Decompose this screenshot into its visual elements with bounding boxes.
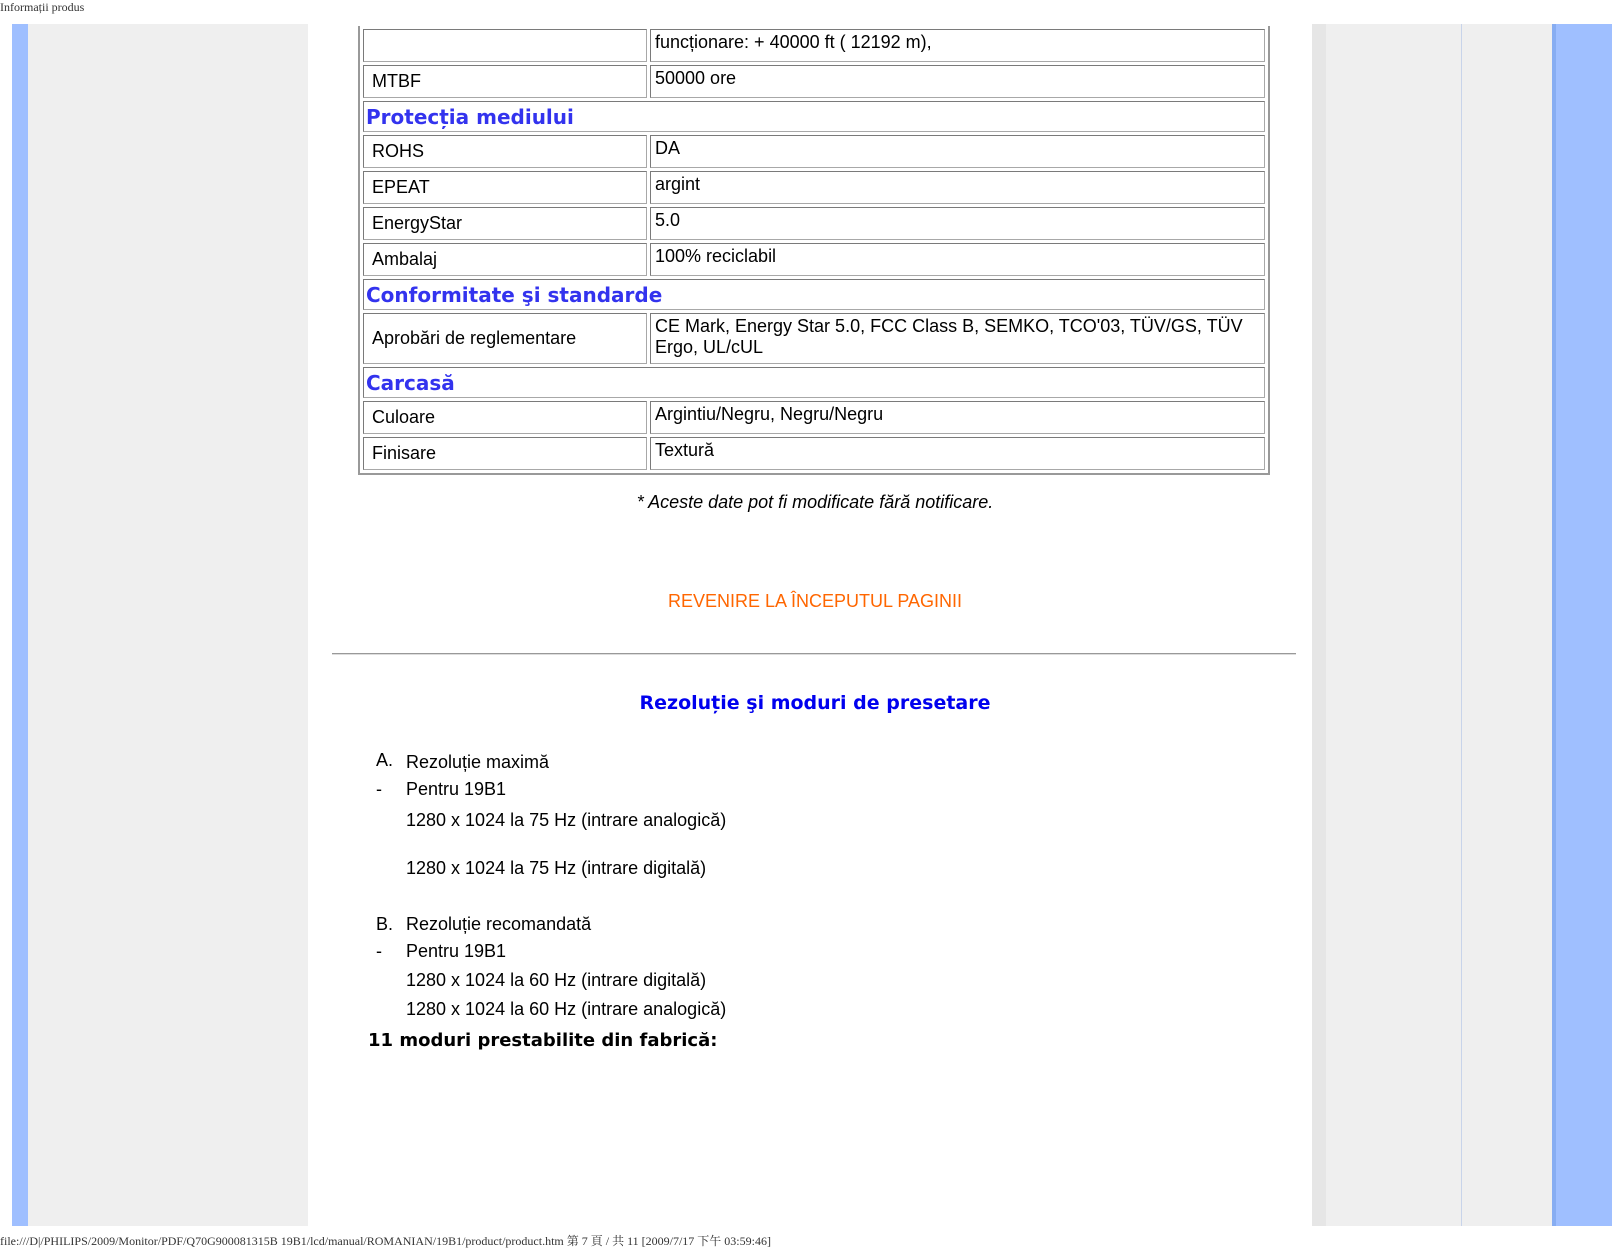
horizontal-divider <box>332 653 1296 655</box>
recommended-resolution-analog: 1280 x 1024 la 60 Hz (intrare analogică) <box>406 999 727 1019</box>
spec-label: Culoare <box>363 401 647 434</box>
spec-value: DA <box>650 135 1265 168</box>
print-header-title: Informații produs <box>0 0 85 14</box>
recommended-resolution-digital: 1280 x 1024 la 60 Hz (intrare digitală) <box>406 970 707 990</box>
section-row-compliance <box>363 279 1265 310</box>
spec-table <box>358 26 1270 475</box>
recommended-resolution-title: Rezoluție recomandată <box>406 914 592 934</box>
right-decorative-strip <box>1552 24 1612 1226</box>
spec-value: argint <box>650 171 1265 204</box>
right-panel-divider <box>1461 24 1462 1226</box>
spec-label <box>363 29 647 62</box>
table-row-epeat <box>363 171 1265 204</box>
right-panel-shade <box>1312 24 1326 1226</box>
table-row-approvals <box>363 313 1265 364</box>
section-title-cabinet: Carcasă <box>363 367 1265 398</box>
max-resolution-model: Pentru 19B1 <box>406 779 507 799</box>
spec-label: Finisare <box>363 437 647 470</box>
list-dash: - <box>376 779 382 799</box>
spec-value: Textură <box>650 437 1265 470</box>
factory-modes-heading: 11 moduri prestabilite din fabrică: <box>368 1030 718 1051</box>
list-marker-a: A. <box>376 750 394 770</box>
spec-value: CE Mark, Energy Star 5.0, FCC Class B, SEMKO, TCO'03, TÜV/GS, TÜV Ergo, UL/cUL <box>650 313 1265 364</box>
spec-value: 50000 ore <box>650 65 1265 98</box>
spec-label: Ambalaj <box>363 243 647 276</box>
table-row-rohs <box>363 135 1265 168</box>
section-title-compliance: Conformitate şi standarde <box>363 279 1265 310</box>
print-footer-path: file:///D|/PHILIPS/2009/Monitor/PDF/Q70G900081315B 19B1/lcd/manual/ROMANIAN/19B1/product/product.htm 第 7 頁 / 共 11 [2009/7/17 下午 03:59:46] <box>0 1234 771 1248</box>
max-resolution-digital: 1280 x 1024 la 75 Hz (intrare digitală) <box>406 858 707 878</box>
section-row-cabinet <box>363 367 1265 398</box>
spec-label: Aprobări de reglementare <box>363 313 647 364</box>
back-to-top-link[interactable]: REVENIRE LA ÎNCEPUTUL PAGINII <box>667 591 963 611</box>
table-row-color <box>363 401 1265 434</box>
left-side-panel <box>28 24 308 1226</box>
left-decorative-strip <box>12 24 28 1226</box>
table-row-altitude <box>363 29 1265 62</box>
spec-value: 5.0 <box>650 207 1265 240</box>
spec-label: MTBF <box>363 65 647 98</box>
section-row-environment <box>363 101 1265 132</box>
list-dash: - <box>376 941 382 961</box>
spec-label: ROHS <box>363 135 647 168</box>
section-title-environment: Protecția mediului <box>363 101 1265 132</box>
spec-value: Argintiu/Negru, Negru/Negru <box>650 401 1265 434</box>
right-side-panel <box>1312 24 1552 1226</box>
max-resolution-analog: 1280 x 1024 la 75 Hz (intrare analogică) <box>406 810 727 830</box>
list-marker-b: B. <box>376 914 394 934</box>
spec-label: EPEAT <box>363 171 647 204</box>
table-row-finish <box>363 437 1265 470</box>
resolution-heading: Rezoluție şi moduri de presetare <box>639 692 991 714</box>
spec-label: EnergyStar <box>363 207 647 240</box>
table-row-packaging <box>363 243 1265 276</box>
spec-value: funcționare: + 40000 ft ( 12192 m), <box>650 29 1265 62</box>
recommended-resolution-model: Pentru 19B1 <box>406 941 507 961</box>
right-strip-edge <box>1552 24 1556 1226</box>
table-row-mtbf <box>363 65 1265 98</box>
spec-value: 100% reciclabil <box>650 243 1265 276</box>
max-resolution-title: Rezoluție maximă <box>406 752 550 772</box>
table-row-energystar <box>363 207 1265 240</box>
disclaimer-note: * Aceste date pot fi modificate fără notificare. <box>636 492 994 512</box>
